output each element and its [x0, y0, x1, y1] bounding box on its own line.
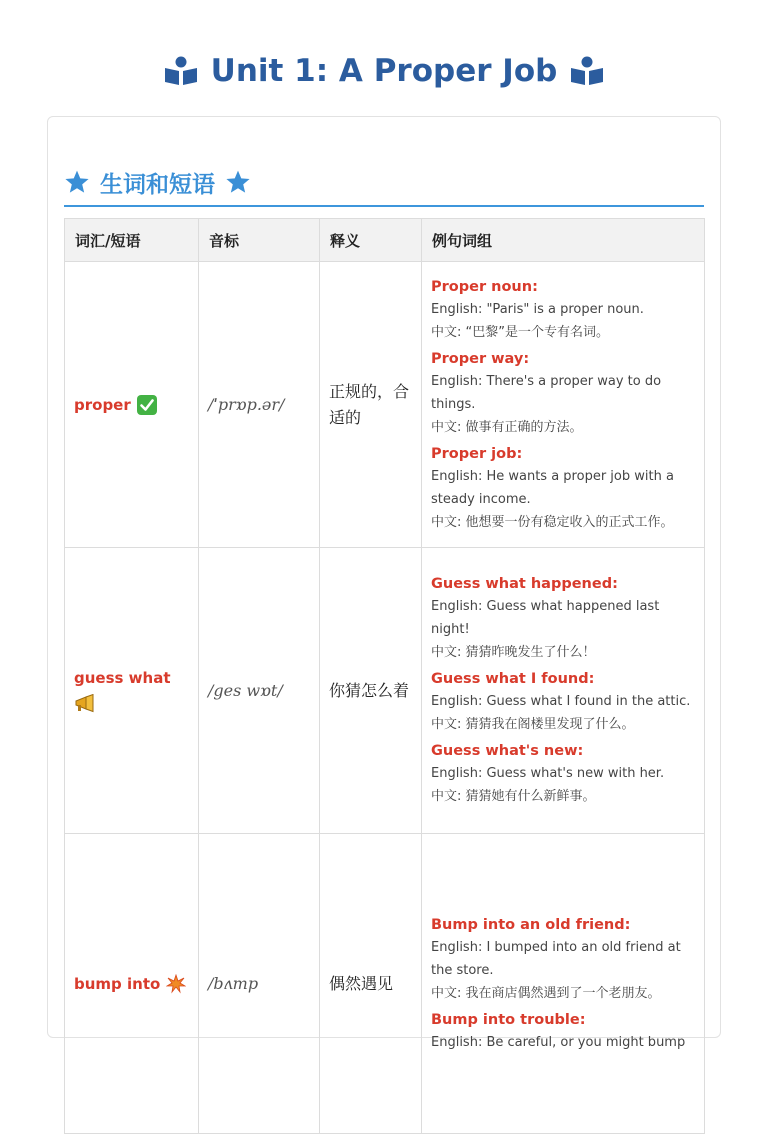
example-chinese: 中文: 猜猜我在阁楼里发现了什么。: [431, 717, 635, 732]
example-english: English: Guess what's new with her.: [431, 766, 665, 781]
star-icon: [225, 169, 251, 195]
examples-cell: [422, 548, 705, 834]
example-phrase: Guess what's new:: [431, 743, 584, 759]
example-chinese: 中文: 做事有正确的方法。: [431, 419, 583, 435]
column-header: 例句词组: [422, 219, 705, 262]
section-divider: [64, 205, 704, 207]
section-heading: [64, 160, 704, 204]
word-text: guess what: [74, 668, 171, 687]
page-title: [0, 48, 768, 94]
example-phrase: Proper way:: [431, 350, 530, 367]
table-row: [65, 262, 705, 548]
meaning-cell: 你猜怎么着: [320, 548, 422, 834]
phonetic-cell: /ˈprɒp.ər/: [199, 262, 320, 548]
example-phrase: Proper job:: [431, 445, 523, 462]
example-chinese: 中文: 猜猜昨晚发生了什么！: [431, 645, 596, 660]
word-cell: [65, 262, 199, 548]
phonetic-cell: /ges wɒt/: [199, 548, 320, 834]
example-english: English: Guess what happened last night!: [431, 599, 660, 637]
star-icon: [64, 169, 90, 195]
column-header: 词汇/短语: [65, 219, 199, 262]
collision-icon: [166, 974, 186, 994]
column-header: 音标: [199, 219, 320, 262]
word-text: bump into: [74, 974, 161, 993]
table-row: [65, 548, 705, 834]
example-phrase: Proper noun:: [431, 278, 538, 295]
phonetic-cell: /bʌmp: [199, 834, 320, 1134]
word-cell: [65, 834, 199, 1134]
example-english: English: Guess what I found in the attic.: [431, 694, 691, 709]
megaphone-icon: [74, 694, 96, 714]
meaning-cell: 正规的，合适的: [320, 262, 422, 548]
book-reader-icon: [569, 56, 605, 86]
column-header: 释义: [320, 219, 422, 262]
example-english: English: "Paris" is a proper noun.: [431, 301, 644, 317]
example-english: English: There's a proper way to do things.: [431, 373, 662, 412]
example-phrase: Bump into an old friend:: [431, 916, 631, 933]
example-phrase: Guess what I found:: [431, 671, 595, 687]
example-chinese: 中文: 猜猜她有什么新鲜事。: [431, 789, 596, 804]
example-english: English: He wants a proper job with a steady income.: [431, 468, 674, 507]
word-text: proper: [74, 395, 131, 414]
examples-cell: [422, 834, 705, 1134]
section-heading-text: 生词和短语: [100, 171, 215, 198]
table-header-row: [65, 219, 705, 262]
example-phrase: Guess what happened:: [431, 576, 618, 592]
word-cell: [65, 548, 199, 834]
book-reader-icon: [163, 56, 199, 86]
example-english: English: I bumped into an old friend at the store.: [431, 939, 681, 978]
examples-cell: [422, 262, 705, 548]
page-title-text: Unit 1: A Proper Job: [210, 53, 558, 89]
example-english: English: Be careful, or you might bump: [431, 1034, 686, 1050]
example-chinese: 中文: 我在商店偶然遇到了一个老朋友。: [431, 985, 661, 1001]
meaning-cell: 偶然遇见: [320, 834, 422, 1134]
check-mark-icon: [136, 394, 158, 416]
vocabulary-table: [64, 218, 705, 1134]
table-row: [65, 834, 705, 1134]
example-phrase: Bump into trouble:: [431, 1011, 586, 1028]
example-chinese: 中文: 他想要一份有稳定收入的正式工作。: [431, 514, 674, 530]
example-chinese: 中文: “巴黎”是一个专有名词。: [431, 324, 609, 340]
